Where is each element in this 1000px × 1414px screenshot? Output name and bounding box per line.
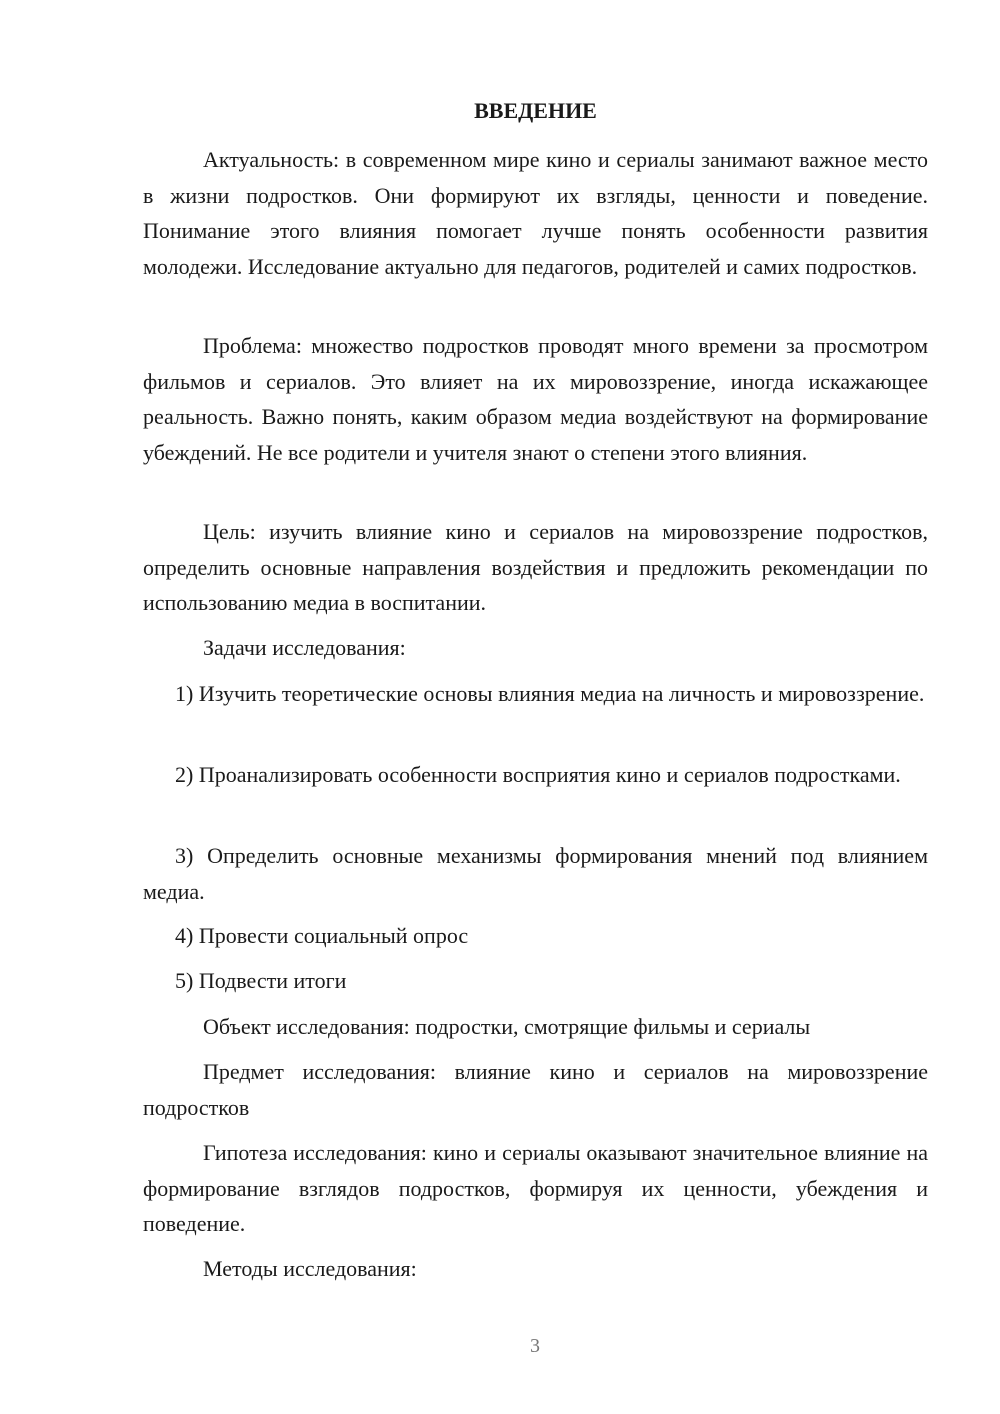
- page-title: ВВЕДЕНИЕ: [474, 98, 597, 123]
- paragraph-relevance: Актуальность: в современном мире кино и сериалы занимают важное место в жизни подростков. Они формируют их взгляды, ценности и поведение. Понимание этого влияния помогает лучше понять особенности развития молодежи. Исследование актуально для педагогов, родителей и самих подростков.: [143, 147, 928, 279]
- paragraph-subject: Предмет исследования: влияние кино и сериалов на мировоззрение подростков: [143, 1059, 928, 1120]
- list-item-task-2: 2) Проанализировать особенности восприятия кино и сериалов подростками.: [175, 762, 901, 787]
- list-item-task-1: 1) Изучить теоретические основы влияния медиа на личность и мировоззрение.: [175, 681, 925, 706]
- list-item-task-3: 3) Определить основные механизмы формирования мнений под влиянием медиа.: [143, 843, 928, 904]
- paragraph-object: Объект исследования: подростки, смотрящие фильмы и сериалы: [203, 1014, 811, 1039]
- page-number: 3: [530, 1335, 540, 1357]
- paragraph-problem: Проблема: множество подростков проводят много времени за просмотром фильмов и сериалов. Это влияет на их мировоззрение, иногда искажающее реальность. Важно понять, каким образом медиа воздействуют на формирование убеждений. Не все родители и учителя знают о степени этого влияния.: [143, 333, 928, 465]
- paragraph-tasks-heading: Задачи исследования:: [203, 635, 406, 660]
- list-item-task-4: 4) Провести социальный опрос: [175, 923, 469, 948]
- paragraph-goal: Цель: изучить влияние кино и сериалов на мировоззрение подростков, определить основные направления воздействия и предложить рекомендации по использованию медиа в воспитании.: [143, 519, 928, 615]
- paragraph-hypothesis: Гипотеза исследования: кино и сериалы оказывают значительное влияние на формирование взглядов подростков, формируя их ценности, убеждения и поведение.: [143, 1140, 928, 1236]
- list-item-task-5: 5) Подвести итоги: [175, 968, 347, 993]
- paragraph-methods-heading: Методы исследования:: [203, 1256, 417, 1281]
